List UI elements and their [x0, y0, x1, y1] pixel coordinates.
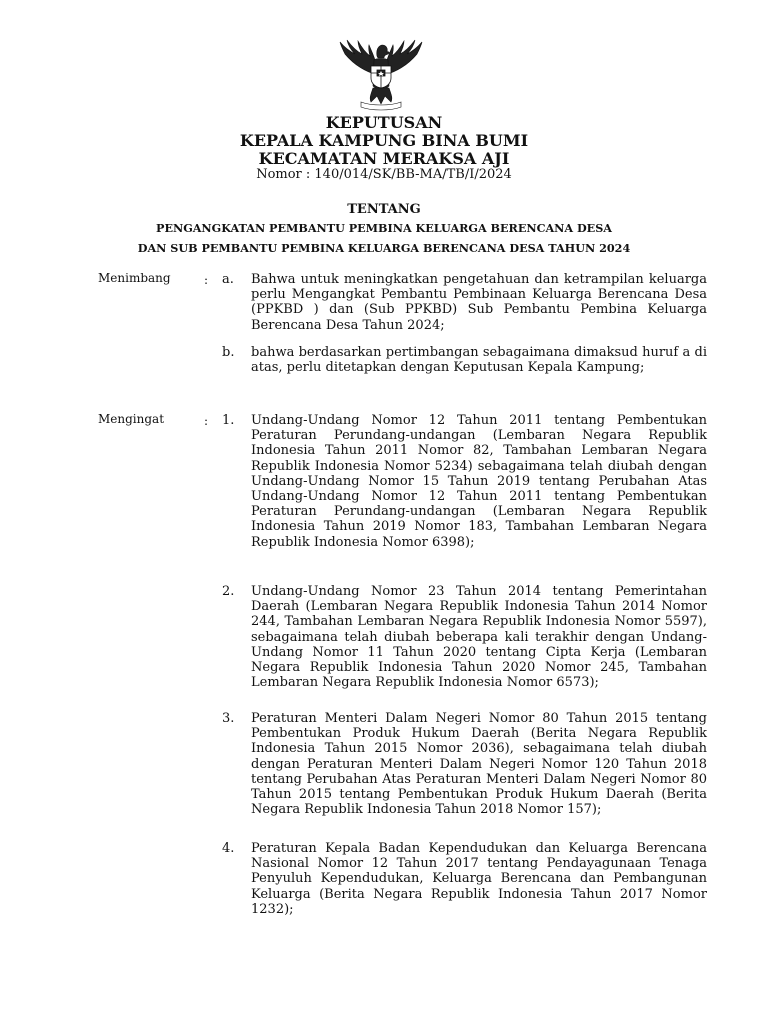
menimbang-colon: : — [204, 273, 209, 287]
mengingat-item-marker: 2. — [222, 584, 235, 599]
menimbang-item-text: Bahwa untuk meningkatkan pengetahuan dan ketrampilan keluarga perlu Mengangkat Pembantu Pembinaan Keluarga Berencana Desa (PPKBD ) dan (Sub PPKBD) Sub Pembantu Pembina Keluarga Berencana Desa Tahun 2024; — [251, 272, 707, 333]
mengingat-colon: : — [204, 414, 209, 428]
decree-district: KECAMATAN MERAKSA AJI — [258, 149, 510, 168]
decree-number: Nomor : 140/014/SK/BB-MA/TB/I/2024 — [256, 167, 512, 182]
mengingat-item-text: Peraturan Kepala Badan Kependudukan dan Keluarga Berencana Nasional Nomor 12 Tahun 2017 tentang Pendayagunaan Tenaga Penyuluh Kependudukan, Keluarga Berencana dan Pembangunan Keluarga (Berita Negara Republik Indonesia Tahun 2017 Nomor 1232); — [251, 841, 707, 917]
mengingat-item-text: Undang-Undang Nomor 23 Tahun 2014 tentang Pemerintahan Daerah (Lembaran Negara Republik Indonesia Tahun 2014 Nomor 244, Tambahan Lembaran Negara Republik Indonesia Nomor 5597), sebagaimana telah diubah beberapa kali terakhir dengan Undang-Undang Nomor 11 Tahun 2020 tentang Cipta Kerja (Lembaran Negara Republik Indonesia Tahun 2020 Nomor 245, Tambahan Lembaran Negara Republik Indonesia Nomor 6573); — [251, 584, 707, 691]
menimbang-label: Menimbang — [98, 271, 171, 285]
menimbang-item-marker: a. — [222, 272, 234, 287]
garuda-emblem-icon — [331, 36, 431, 114]
menimbang-item-marker: b. — [222, 345, 235, 360]
subject-heading: TENTANG — [347, 202, 421, 217]
mengingat-item-text: Peraturan Menteri Dalam Negeri Nomor 80 Tahun 2015 tentang Pembentukan Produk Hukum Daerah (Berita Negara Republik Indonesia Tahun 2015 Nomor 2036), sebagaimana telah diubah dengan Peraturan Menteri Dalam Negeri Nomor 120 Tahun 2018 tentang Perubahan Atas Peraturan Menteri Dalam Negeri Nomor 80 Tahun 2015 tentang Pembentukan Produk Hukum Daerah (Berita Negara Republik Indonesia Tahun 2018 Nomor 157); — [251, 711, 707, 818]
subject-line-1: PENGANGKATAN PEMBANTU PEMBINA KELUARGA BERENCANA DESA — [156, 221, 612, 235]
subject-line-2: DAN SUB PEMBANTU PEMBINA KELUARGA BERENCANA DESA TAHUN 2024 — [137, 241, 631, 255]
decree-title: KEPUTUSAN — [325, 113, 443, 132]
mengingat-item-text: Undang-Undang Nomor 12 Tahun 2011 tentang Pembentukan Peraturan Perundang-undangan (Lembaran Negara Republik Indonesia Tahun 2011 Nomor 82, Tambahan Lembaran Negara Republik Indonesia Nomor 5234) sebagaimana telah diubah dengan Undang-Undang Nomor 15 Tahun 2019 tentang Perubahan Atas Undang-Undang Nomor 12 Tahun 2011 tentang Pembentukan Peraturan Perundang-undangan (Lembaran Negara Republik Indonesia Tahun 2019 Nomor 183, Tambahan Lembaran Negara Republik Indonesia Nomor 6398); — [251, 413, 707, 550]
mengingat-label: Mengingat — [98, 412, 165, 426]
mengingat-item-marker: 4. — [222, 841, 235, 856]
mengingat-item-marker: 3. — [222, 711, 235, 726]
mengingat-item-marker: 1. — [222, 413, 235, 428]
decree-authority: KEPALA KAMPUNG BINA BUMI — [239, 131, 529, 150]
menimbang-item-text: bahwa berdasarkan pertimbangan sebagaimana dimaksud huruf a di atas, perlu ditetapkan dengan Keputusan Kepala Kampung; — [251, 345, 707, 376]
